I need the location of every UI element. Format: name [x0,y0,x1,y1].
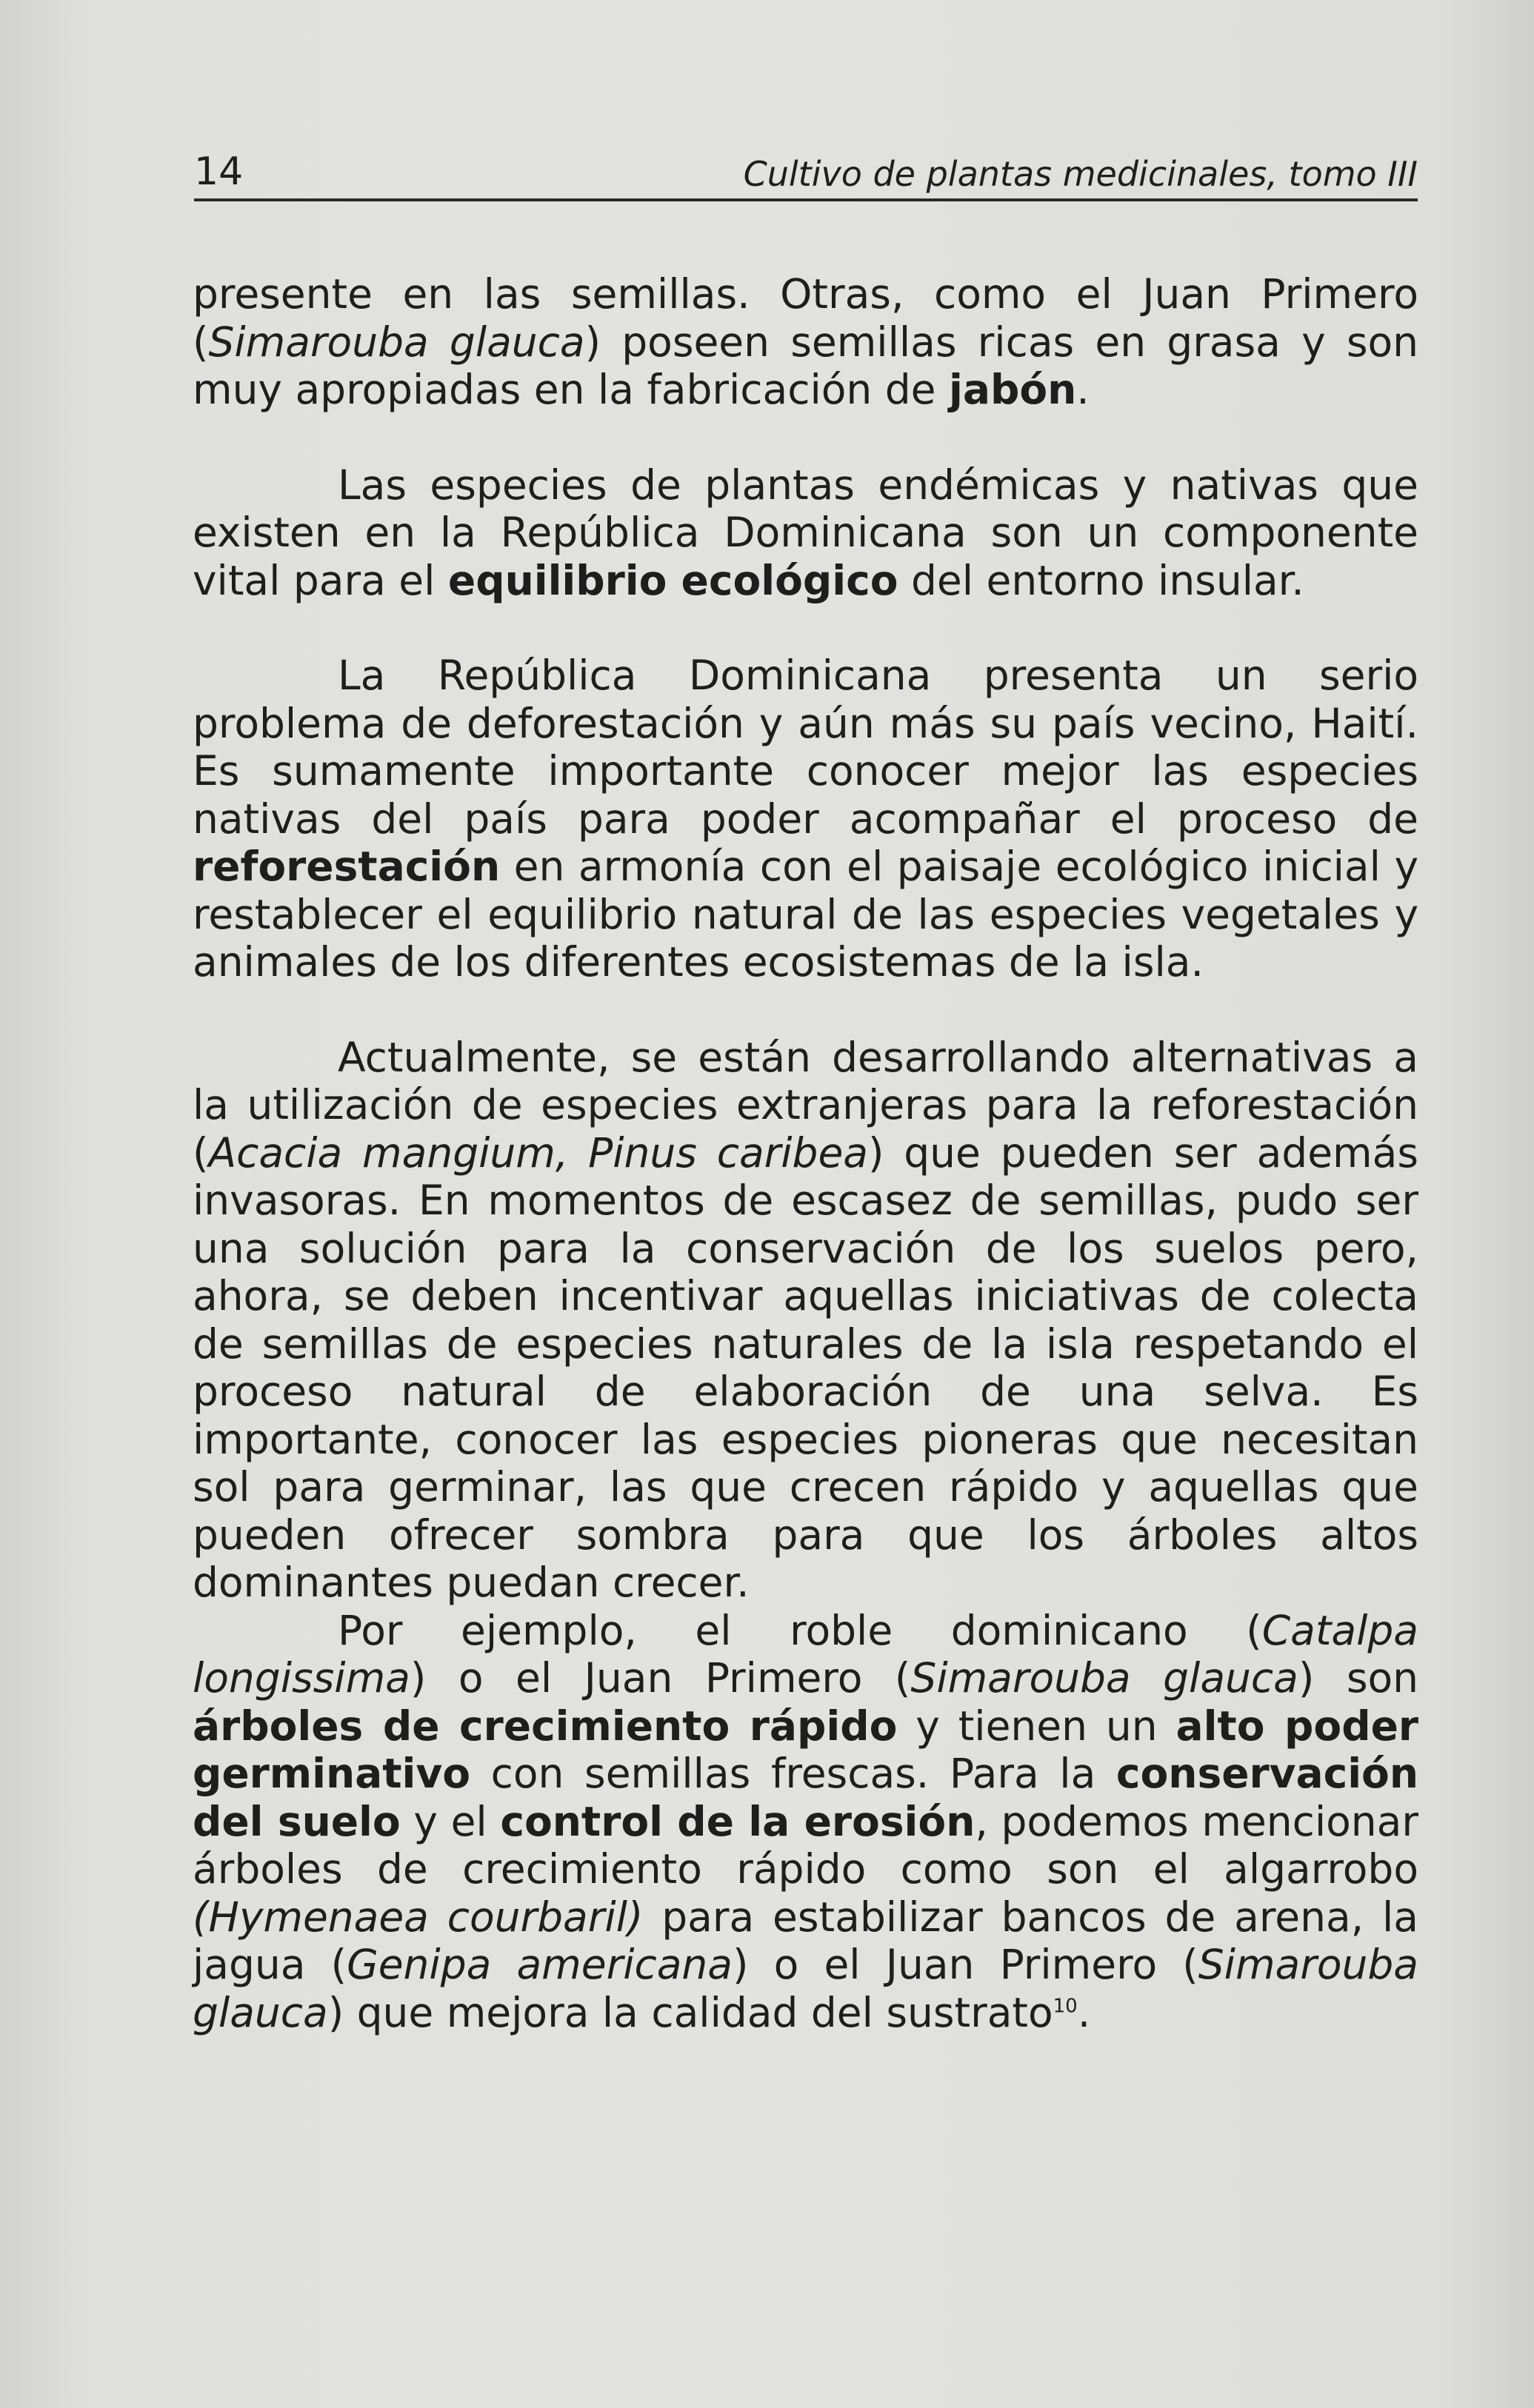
paragraph-endemic-species [193,461,1418,605]
footnote-marker: 10 [1053,1995,1078,2018]
text-run: Las especies de plantas endémicas y nativas que existen en la República Dominicana son un componente vital para el [193,461,1418,604]
text-run: presente en las semillas. Otras, como el Juan Primero ( [193,270,1418,366]
text-run: ) o el Juan Primero ( [733,1941,1198,1988]
text-run: ) o el Juan Primero ( [410,1654,911,1702]
running-title: Cultivo de plantas medicinales, tomo III [743,154,1418,194]
bold-term: árboles de crecimiento rápido [193,1702,898,1750]
page-header [194,141,1418,201]
text-run: del entorno insular. [898,556,1304,604]
text-run: y tienen un [897,1702,1176,1750]
species-name: Genipa americana [347,1941,733,1988]
text-run: ) que mejora la calidad del sustrato [327,1988,1053,2036]
text-run: y el [400,1797,501,1845]
paragraph-examples [193,1607,1418,2037]
species-name: Simarouba glauca [208,318,585,366]
species-name: (Hymenaea courbaril) [193,1893,644,1941]
body-text [193,270,1418,2036]
text-run: Por ejemplo, el roble dominicano ( [338,1606,1262,1654]
species-name: Acacia mangium, Pinus caribea [208,1128,869,1177]
text-run: en armonía con el paisaje ecológico inicial y restablecer el equilibrio natural de las especies vegetales y animales de los diferentes ecosistemas de la isla. [193,843,1418,986]
bold-term: equilibrio ecológico [447,556,898,604]
text-run: ) poseen semillas ricas en grasa y son muy apropiadas en la fabricación de [193,318,1418,413]
text-run: con semillas frescas. Para la [470,1750,1116,1797]
species-name: Catalpa longissima [193,1606,1418,1702]
bold-term: reforestación [193,843,501,890]
text-run: ) que pueden ser además invasoras. En momentos de escasez de semillas, pudo ser una solución para la conservación de los suelos pero, ahora, se deben incentivar aquellas iniciativas de colecta de semillas de especies naturales de la isla respetando el proceso natural de elaboración de una selva. Es importante, conocer las especies pioneras que necesitan sol para germinar, las que crecen rápido y aquellas que pueden ofrecer sombra para que los árboles altos dominantes puedan crecer. [193,1128,1418,1606]
text-run: . [1076,366,1090,413]
page-number: 14 [194,150,244,194]
paragraph-seeds [193,270,1418,414]
text-run: ) son [1298,1654,1418,1702]
text-run: La República Dominicana presenta un serio problema de deforestación y aún más su país vecino, Haití. Es sumamente importante conocer mejor las especies nativas del país para poder acompañar el proceso de [193,652,1418,843]
text-run: . [1077,1988,1091,2036]
paragraph-deforestation [193,652,1418,986]
species-name: Simarouba glauca [193,1941,1418,2036]
text-run: Actualmente, se están desarrollando alternativas a la utilización de especies extranjeras para la reforestación ( [193,1033,1418,1177]
bold-term: control de la erosión [500,1797,976,1845]
text-run: , podemos mencionar árboles de crecimiento rápido como son el algarrobo [193,1797,1418,1893]
bold-term: conservación del suelo [193,1750,1418,1845]
species-name: Simarouba glauca [910,1654,1298,1702]
paragraph-alternatives [193,1034,1418,1607]
bold-term: jabón [949,366,1077,413]
text-run: para estabilizar bancos de arena, la jagua ( [193,1893,1418,1988]
bold-term: alto poder germinativo [193,1702,1418,1797]
